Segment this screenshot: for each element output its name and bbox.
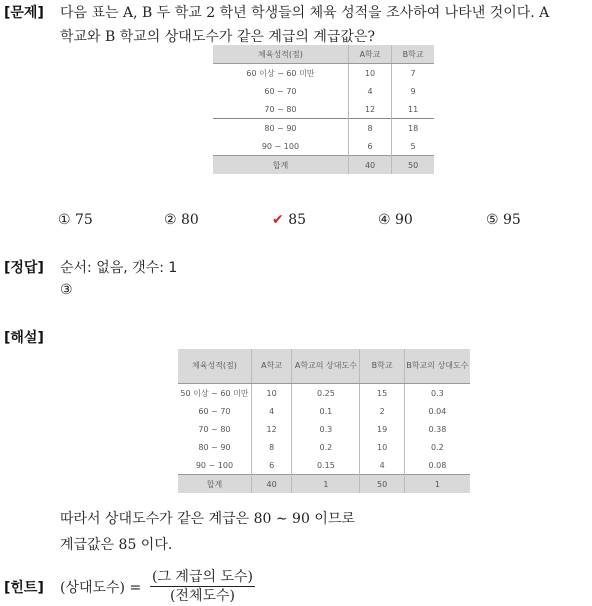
explanation-text-line2: 계급값은 85 이다.	[60, 537, 173, 553]
table2-cell: 0.25	[292, 384, 360, 403]
table2-cell: 50 이상 ~ 60 미만	[180, 388, 249, 398]
table1-cell: 7	[392, 64, 434, 83]
choice-3[interactable]	[272, 212, 306, 228]
choice-number: ④	[378, 212, 391, 228]
choice-value: 85	[288, 212, 307, 228]
checkmark-icon: ✔	[272, 212, 284, 228]
table2-cell: 10	[251, 384, 291, 403]
explanation-label: [해설]	[4, 330, 44, 346]
table1-cell: 60 ~ 70	[264, 86, 297, 96]
answer-value: ③	[60, 282, 73, 298]
table2-cell: 10	[360, 438, 404, 456]
problem-label: [문제]	[4, 5, 44, 21]
table2-header: B학교	[360, 349, 404, 384]
table1-cell: 4	[348, 82, 391, 100]
table1-cell: 80 ~ 90	[213, 119, 348, 138]
hint-lhs: (상대도수) =	[60, 580, 142, 596]
table2-cell: 90 ~ 100	[195, 460, 234, 470]
choice-1[interactable]	[58, 212, 93, 228]
table2-cell: 15	[360, 384, 404, 403]
table2-cell: 6	[251, 456, 291, 475]
table-row	[213, 137, 434, 156]
choice-value: 95	[503, 212, 521, 228]
explanation-text-line1: 따라서 상대도수가 같은 계급은 80 ∼ 90 이므로	[60, 511, 355, 527]
table2-cell: 2	[360, 402, 404, 420]
table1-cell: 11	[392, 100, 434, 119]
table1-cell: 60 이상 ~ 60 미만	[246, 68, 315, 78]
table2-header: B학교의 상대도수	[404, 349, 470, 384]
table2-total-cell: 40	[251, 475, 291, 494]
table-total-row	[213, 156, 434, 175]
choice-4[interactable]	[378, 212, 413, 228]
table2-cell: 80 ~ 90	[198, 442, 231, 452]
choice-number: ⑤	[486, 212, 499, 228]
table-row	[178, 402, 470, 420]
table2-cell: 0.08	[404, 456, 470, 475]
choice-value: 80	[181, 212, 199, 228]
table-row	[213, 119, 434, 138]
choice-2[interactable]	[164, 212, 199, 228]
table1-cell: 90 ~ 100	[261, 141, 300, 151]
table1-cell: 6	[348, 137, 391, 156]
table1-cell: 5	[392, 137, 434, 156]
table1-total-cell: 합계	[213, 156, 348, 175]
table2-cell: 0.2	[292, 438, 360, 456]
table2-total-cell: 1	[292, 475, 360, 494]
choice-number: ②	[164, 212, 177, 228]
table2-cell: 0.3	[404, 384, 470, 403]
table-row	[213, 64, 434, 83]
table2-header: 체육성적(점)	[178, 349, 251, 384]
table2-header: A학교	[251, 349, 291, 384]
table-row	[178, 438, 470, 456]
answer-label: [정답]	[4, 260, 44, 276]
table2-cell: 0.3	[292, 420, 360, 438]
table1-header: 체육성적(점)	[213, 45, 348, 64]
table2-total-cell: 합계	[178, 475, 251, 494]
table1-total-cell: 40	[348, 156, 391, 175]
relative-frequency-table	[178, 349, 470, 493]
table2-cell: 0.2	[404, 438, 470, 456]
table2-total-cell: 50	[360, 475, 404, 494]
table1-cell: 9	[392, 82, 434, 100]
problem-text-line1: 다음 표는 A, B 두 학교 2 학년 학생들의 체육 성적을 조사하여 나타낸 것이다. A	[60, 5, 550, 21]
table2-total-cell: 1	[404, 475, 470, 494]
table1-cell: 18	[392, 119, 434, 138]
hint-numerator: (그 계급의 도수)	[152, 569, 253, 585]
table2-cell: 8	[251, 438, 291, 456]
choice-5[interactable]	[486, 212, 521, 228]
table2-cell: 0.04	[404, 402, 470, 420]
problem-text-line2: 학교와 B 학교의 상대도수가 같은 계급의 계급값은?	[60, 29, 375, 45]
table-row	[178, 384, 470, 403]
table2-cell: 19	[360, 420, 404, 438]
table1-cell: 10	[348, 64, 391, 83]
table1-total-cell: 50	[392, 156, 434, 175]
choice-value: 90	[395, 212, 413, 228]
table1-cell: 70 ~ 80	[264, 104, 297, 114]
table2-cell: 0.15	[292, 456, 360, 475]
table-row	[213, 100, 434, 119]
table2-cell: 70 ~ 80	[198, 424, 231, 434]
hint-label: [힌트]	[4, 580, 44, 596]
table-row	[178, 456, 470, 475]
hint-denominator: (전체도수)	[169, 588, 235, 604]
choice-number: ①	[58, 212, 71, 228]
table1-header: B학교	[392, 45, 434, 64]
table2-cell: 60 ~ 70	[198, 406, 231, 416]
table-total-row	[178, 475, 470, 494]
table1-cell: 8	[348, 119, 391, 138]
choice-value: 75	[75, 212, 93, 228]
table1-cell: 12	[348, 100, 391, 119]
table2-cell: 4	[360, 456, 404, 475]
answer-order-count: 순서: 없음, 갯수: 1	[60, 260, 178, 276]
table-row	[213, 82, 434, 100]
table2-header: A학교의 상대도수	[292, 349, 360, 384]
table2-cell: 4	[251, 402, 291, 420]
hint-fraction	[150, 568, 255, 605]
table2-cell: 0.38	[404, 420, 470, 438]
table-row	[178, 420, 470, 438]
table1-header: A학교	[348, 45, 391, 64]
table2-cell: 0.1	[292, 402, 360, 420]
frequency-table	[213, 45, 434, 174]
table2-cell: 12	[251, 420, 291, 438]
